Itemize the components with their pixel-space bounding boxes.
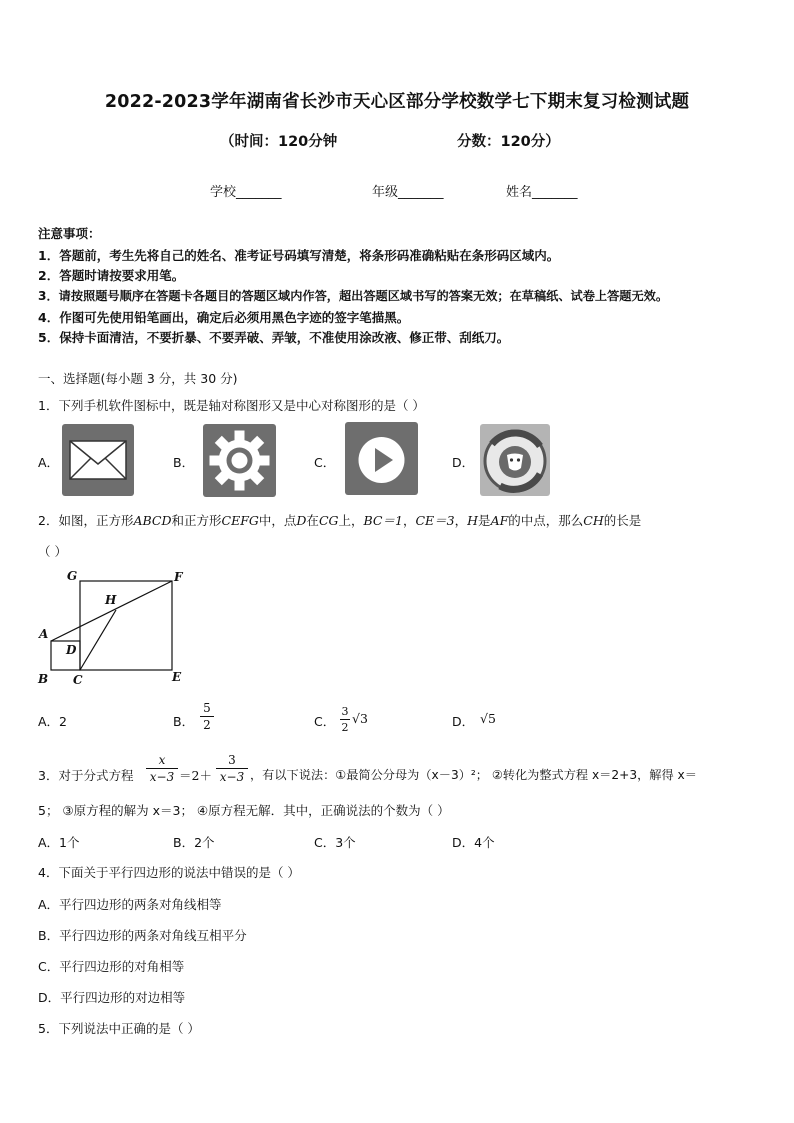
q3-option-c: C．3个 bbox=[314, 835, 356, 850]
label-h: H bbox=[105, 593, 117, 607]
q4-option-d: D．平行四边形的对边相等 bbox=[38, 990, 186, 1005]
q3-option-a: A．1个 bbox=[38, 835, 80, 850]
time-label: （时间：120分钟 bbox=[220, 134, 338, 150]
name-field: 姓名_______ bbox=[506, 185, 578, 200]
play-icon bbox=[345, 422, 418, 495]
q3-fraction-1: x x−3 bbox=[146, 753, 178, 784]
q2-option-d-radical: √5 bbox=[480, 711, 496, 726]
q4-option-a: A．平行四边形的两条对角线相等 bbox=[38, 897, 222, 912]
q4-stem: 4．下面关于平行四边形的说法中错误的是（ ） bbox=[38, 865, 300, 880]
notice-item-2: 2．答题时请按要求用笔。 bbox=[38, 268, 185, 283]
q1-option-b: B． bbox=[173, 455, 195, 470]
q3-option-b: B．2个 bbox=[173, 835, 215, 850]
q1-stem: 1．下列手机软件图标中，既是轴对称图形又是中心对称图形的是（ ） bbox=[38, 398, 425, 413]
notice-item-5: 5．保持卡面清洁，不要折暴、不要弄破、弄皱，不准使用涂改液、修正带、刮纸刀。 bbox=[38, 330, 510, 345]
q4-option-b: B．平行四边形的两条对角线互相平分 bbox=[38, 928, 247, 943]
q3-lead: 3．对于分式方程 bbox=[38, 768, 134, 783]
q4-option-c: C．平行四边形的对角相等 bbox=[38, 959, 185, 974]
q3-statements-1: ，有以下说法：①最简公分母为（x－3）²； ②转化为整式方程 x＝2+3，解得 x＝ bbox=[250, 768, 697, 782]
q2-option-b: B． bbox=[173, 714, 195, 729]
exam-title: 2022-2023学年湖南省长沙市天心区部分学校数学七下期末复习检测试题 bbox=[104, 92, 690, 112]
q3-equals: ＝2＋ bbox=[179, 768, 212, 783]
q3-option-d: D．4个 bbox=[452, 835, 495, 850]
label-e: E bbox=[172, 670, 182, 684]
q3-fraction-2: 3 x−3 bbox=[216, 753, 248, 784]
envelope-icon bbox=[62, 424, 134, 496]
segment-af bbox=[51, 581, 172, 641]
label-c: C bbox=[73, 673, 83, 687]
q1-option-a: A． bbox=[38, 455, 60, 470]
notice-heading: 注意事项： bbox=[38, 226, 101, 241]
cow-logo-icon bbox=[480, 424, 550, 496]
q2-answer-paren: （ ） bbox=[38, 544, 67, 559]
q3-statements-2: 5； ③原方程的解为 x＝3； ④原方程无解．其中，正确说法的个数为（ ） bbox=[38, 803, 450, 818]
q1-option-c: C． bbox=[314, 455, 336, 470]
q5-stem: 5．下列说法中正确的是（ ） bbox=[38, 1021, 200, 1036]
q2-option-c-radical: √3 bbox=[352, 711, 368, 726]
label-d: D bbox=[66, 643, 77, 657]
label-g: G bbox=[67, 569, 78, 583]
square-cefg bbox=[80, 581, 172, 670]
gear-icon bbox=[203, 424, 276, 497]
q2-option-c-fraction: 3 2 bbox=[341, 705, 349, 734]
score-label: 分数：120分） bbox=[457, 134, 560, 150]
q2-option-c: C． bbox=[314, 714, 336, 729]
notice-item-1: 1．答题前，考生先将自己的姓名、准考证号码填写清楚，将条形码准确粘贴在条形码区域内。 bbox=[38, 248, 560, 263]
q2-stem: 2．如图，正方形ABCD和正方形CEFG中，点D在CG上，BC＝1，CE＝3，H是AF的中点，那么CH的长是 bbox=[38, 513, 642, 528]
label-a: A bbox=[39, 627, 49, 641]
notice-item-4: 4．作图可先使用铅笔画出，确定后必须用黑色字迹的签字笔描黑。 bbox=[38, 310, 410, 325]
notice-item-3: 3．请按照题号顺序在答题卡各题目的答题区域内作答，超出答题区域书写的答案无效；在草稿纸、试卷上答题无效。 bbox=[38, 289, 669, 303]
q2-option-d: D． bbox=[452, 714, 475, 729]
school-field: 学校_______ bbox=[210, 185, 282, 200]
q1-option-d: D． bbox=[452, 455, 475, 470]
segment-ch bbox=[80, 610, 116, 670]
q2-option-a: A．2 bbox=[38, 714, 68, 729]
q2-geometry-figure bbox=[36, 566, 196, 690]
grade-field: 年级_______ bbox=[372, 185, 444, 200]
label-b: B bbox=[38, 672, 49, 686]
section-heading: 一、选择题(每小题 3 分，共 30 分) bbox=[38, 371, 238, 386]
label-f: F bbox=[174, 570, 183, 584]
q2-option-b-fraction: 5 2 bbox=[200, 701, 214, 732]
